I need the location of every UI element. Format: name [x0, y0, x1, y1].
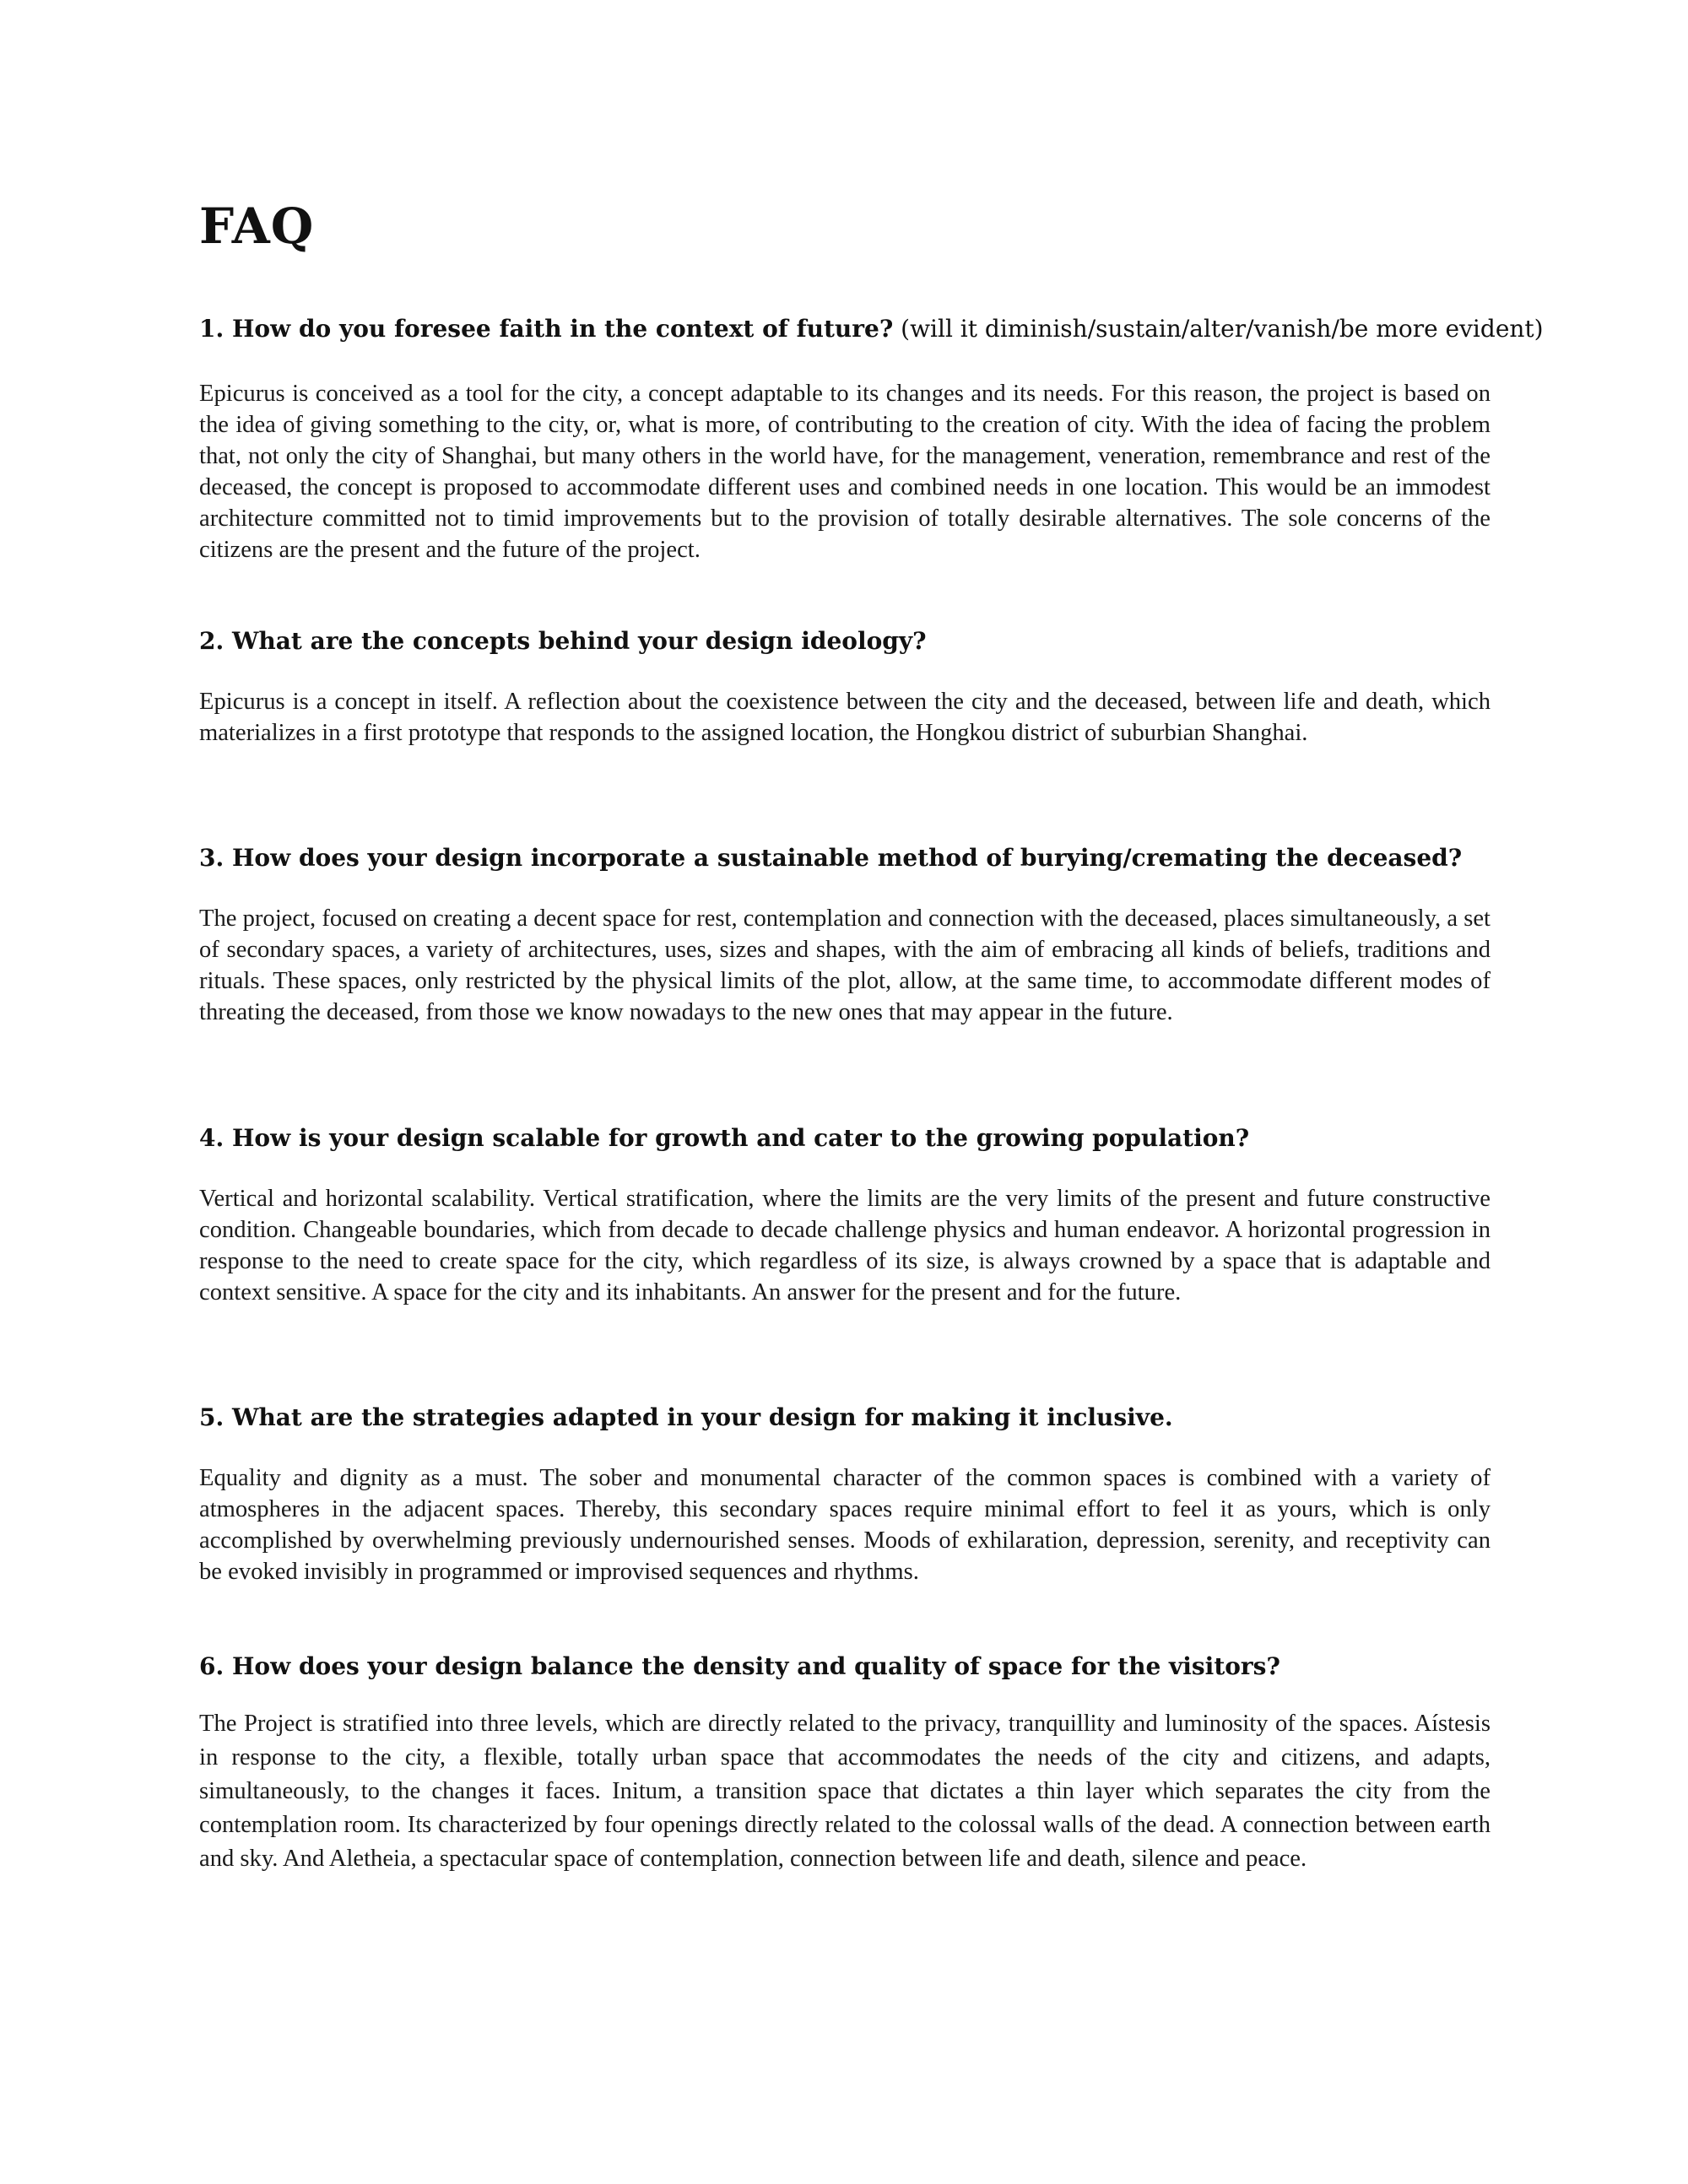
faq-question-text: 5. What are the strategies adapted in your design for making it inclusive. [199, 1403, 1173, 1431]
faq-item-1 [199, 312, 1544, 565]
faq-item-2 [199, 624, 1491, 749]
faq-item-3 [199, 841, 1491, 1028]
faq-question-text: 3. How does your design incorporate a sustainable method of burying/cremating the deceased? [199, 844, 1463, 872]
faq-question-note: (will it diminish/sustain/alter/vanish/be more evident) [893, 315, 1544, 343]
faq-question [199, 1401, 1491, 1435]
page-title: FAQ [199, 197, 315, 255]
faq-question-text: 6. How does your design balance the density and quality of space for the visitors? [199, 1652, 1280, 1680]
faq-answer: The project, focused on creating a decent space for rest, contemplation and connection with the deceased, places simultaneously, a set of secondary spaces, a variety of architectures, uses, sizes and shapes, with the aim of embracing all kinds of beliefs, traditions and rituals. These spaces, only restricted by the physical limits of the plot, allow, at the same time, to accommodate different modes of threating the deceased, from those we know nowadays to the new ones that may appear in the future. [199, 905, 1491, 1025]
faq-question [199, 1122, 1491, 1155]
faq-answer: The Project is stratified into three levels, which are directly related to the privacy, tranquillity and luminosity of the spaces. Aístesis in response to the city, a flexible, totally urban space that accommodates the needs of the city and citizens, and adapts, simultaneously, to the changes it faces. Initum, a transition space that dictates a thin layer which separates the city from the contemplation room. Its characterized by four openings directly related to the colossal walls of the dead. A connection between earth and sky. And Aletheia, a spectacular space of contemplation, connection between life and death, silence and peace. [199, 1711, 1491, 1872]
faq-question-text: 1. How do you foresee faith in the context of future? [199, 315, 894, 343]
faq-answer: Epicurus is conceived as a tool for the city, a concept adaptable to its changes and its needs. For this reason, the project is based on the idea of giving something to the city, or, what is more, of contributing to the creation of city. With the idea of facing the problem that, not only the city of Shanghai, but many others in the world have, for the management, veneration, remembrance and rest of the deceased, the concept is proposed to accommodate different uses and combined needs in one location. This would be an immodest architecture committed not to timid improvements but to the provision of totally desirable alternatives. The sole concerns of the citizens are the present and the future of the project. [199, 381, 1491, 563]
faq-question-text: 2. What are the concepts behind your design ideology? [199, 627, 927, 655]
faq-question [199, 841, 1491, 875]
faq-item-6 [199, 1650, 1491, 1876]
faq-question [199, 1650, 1491, 1684]
faq-answer: Vertical and horizontal scalability. Vertical stratification, where the limits are the very limits of the present and future constructive condition. Changeable boundaries, which from decade to decade challenge physics and human endeavor. A horizontal progression in response to the need to create space for the city, which regardless of its size, is always crowned by a space that is adaptable and context sensitive. A space for the city and its inhabitants. An answer for the present and for the future. [199, 1186, 1491, 1306]
faq-item-4 [199, 1122, 1491, 1308]
faq-question [199, 312, 1544, 346]
faq-question-text: 4. How is your design scalable for growth and cater to the growing population? [199, 1124, 1250, 1152]
faq-item-5 [199, 1401, 1491, 1587]
faq-answer: Equality and dignity as a must. The sober and monumental character of the common spaces is combined with a variety of atmospheres in the adjacent spaces. Thereby, this secondary spaces require minimal effort to feel it as yours, which is only accomplished by overwhelming previously undernourished senses. Moods of exhilaration, depression, serenity, and receptivity can be evoked invisibly in programmed or improvised sequences and rhythms. [199, 1465, 1491, 1585]
faq-answer: Epicurus is a concept in itself. A reflection about the coexistence between the city and the deceased, between life and death, which materializes in a first prototype that responds to the assigned location, the Hongkou district of suburbian Shanghai. [199, 689, 1491, 746]
faq-question [199, 624, 1491, 658]
